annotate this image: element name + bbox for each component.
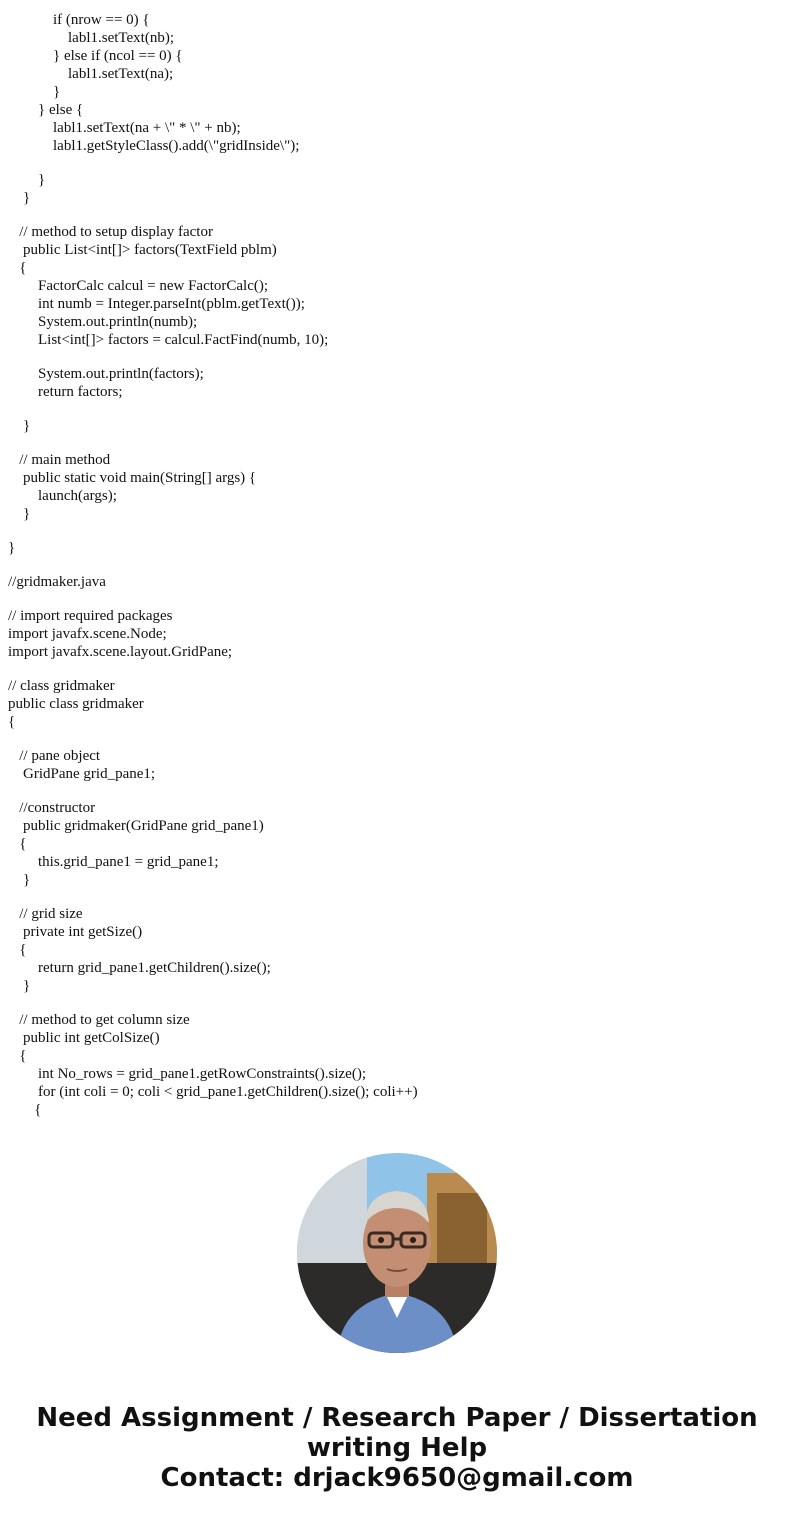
code-line: { bbox=[8, 836, 27, 852]
code-line: public List<int[]> factors(TextField pblm) bbox=[8, 242, 277, 258]
code-line: labl1.setText(nb); bbox=[8, 30, 175, 46]
code-line: { bbox=[8, 260, 27, 276]
code-line bbox=[8, 435, 418, 451]
code-line: return factors; bbox=[8, 384, 123, 400]
code-listing bbox=[8, 11, 418, 1119]
code-line: // method to get column size bbox=[8, 1012, 190, 1028]
code-line: } bbox=[8, 84, 61, 100]
code-line bbox=[8, 557, 418, 573]
code-line: System.out.println(factors); bbox=[8, 366, 204, 382]
code-line bbox=[8, 207, 418, 223]
code-line: if (nrow == 0) { bbox=[8, 12, 150, 28]
code-line bbox=[8, 155, 418, 171]
code-line: GridPane grid_pane1; bbox=[8, 766, 156, 782]
code-line: } bbox=[8, 172, 46, 188]
code-line bbox=[8, 401, 418, 417]
code-line: this.grid_pane1 = grid_pane1; bbox=[8, 854, 219, 870]
banner-line-1: Need Assignment / Research Paper / Dissertation bbox=[36, 1403, 758, 1433]
banner-contact: Contact: drjack9650@gmail.com bbox=[160, 1463, 634, 1493]
code-line: } else { bbox=[8, 102, 84, 118]
code-line: return grid_pane1.getChildren().size(); bbox=[8, 960, 271, 976]
code-line: } bbox=[8, 418, 31, 434]
code-line bbox=[8, 523, 418, 539]
code-line: } bbox=[8, 872, 31, 888]
code-line: public gridmaker(GridPane grid_pane1) bbox=[8, 818, 264, 834]
code-line: public static void main(String[] args) { bbox=[8, 470, 257, 486]
code-line bbox=[8, 731, 418, 747]
code-line: // main method bbox=[8, 452, 111, 468]
promo-banner bbox=[0, 1403, 794, 1493]
code-line bbox=[8, 349, 418, 365]
code-line: { bbox=[8, 1048, 27, 1064]
code-line bbox=[8, 889, 418, 905]
code-line: import javafx.scene.Node; bbox=[8, 626, 167, 642]
code-line: import javafx.scene.layout.GridPane; bbox=[8, 644, 233, 660]
code-line: public class gridmaker bbox=[8, 696, 144, 712]
code-line: // grid size bbox=[8, 906, 83, 922]
code-line: FactorCalc calcul = new FactorCalc(); bbox=[8, 278, 269, 294]
code-line: // import required packages bbox=[8, 608, 173, 624]
code-line: for (int coli = 0; coli < grid_pane1.getChildren().size(); coli++) bbox=[8, 1084, 418, 1100]
code-line bbox=[8, 661, 418, 677]
code-line: private int getSize() bbox=[8, 924, 143, 940]
code-line bbox=[8, 783, 418, 799]
code-line: labl1.setText(na); bbox=[8, 66, 174, 82]
code-line: } bbox=[8, 540, 16, 556]
banner-line-2: writing Help bbox=[306, 1433, 488, 1463]
code-line: int numb = Integer.parseInt(pblm.getText()); bbox=[8, 296, 305, 312]
code-line: { bbox=[8, 1102, 42, 1118]
code-line bbox=[8, 591, 418, 607]
author-portrait bbox=[297, 1153, 497, 1353]
code-line: // method to setup display factor bbox=[8, 224, 213, 240]
code-line: List<int[]> factors = calcul.FactFind(numb, 10); bbox=[8, 332, 329, 348]
code-line bbox=[8, 995, 418, 1011]
code-line: } bbox=[8, 506, 31, 522]
code-line: labl1.getStyleClass().add(\"gridInside\"); bbox=[8, 138, 300, 154]
code-line: } else if (ncol == 0) { bbox=[8, 48, 183, 64]
code-line: int No_rows = grid_pane1.getRowConstraints().size(); bbox=[8, 1066, 366, 1082]
code-line: labl1.setText(na + \" * \" + nb); bbox=[8, 120, 241, 136]
person-avatar-icon bbox=[297, 1153, 497, 1353]
code-line: } bbox=[8, 978, 31, 994]
code-line: // pane object bbox=[8, 748, 101, 764]
code-line: // class gridmaker bbox=[8, 678, 115, 694]
code-line: public int getColSize() bbox=[8, 1030, 160, 1046]
code-line: { bbox=[8, 714, 16, 730]
code-line: } bbox=[8, 190, 31, 206]
code-line: System.out.println(numb); bbox=[8, 314, 198, 330]
code-line: //constructor bbox=[8, 800, 96, 816]
code-line: launch(args); bbox=[8, 488, 117, 504]
code-line: //gridmaker.java bbox=[8, 574, 106, 590]
code-line: { bbox=[8, 942, 27, 958]
